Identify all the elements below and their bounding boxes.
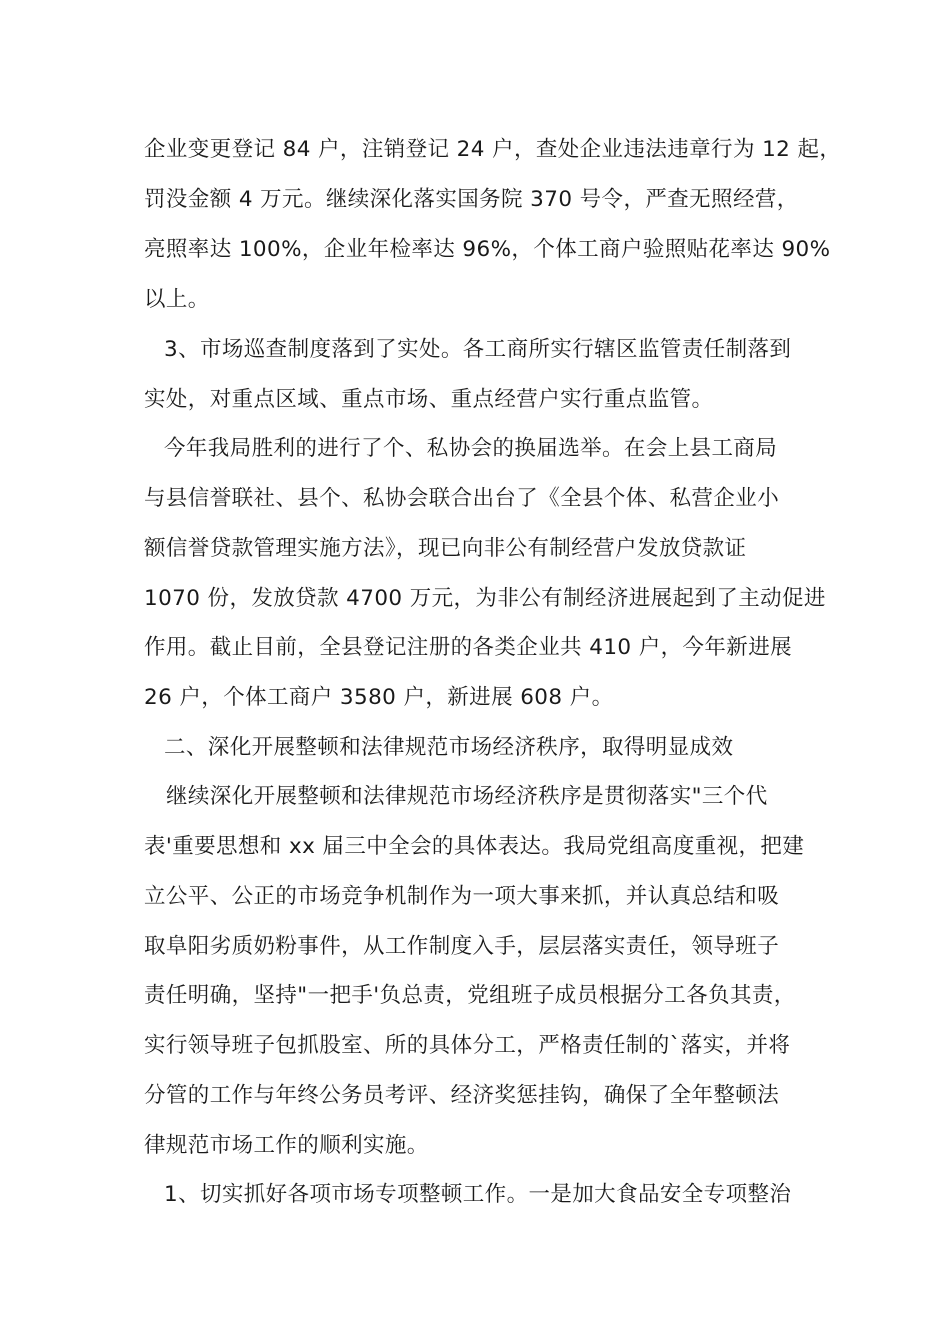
paragraph-line: 作用。截止目前，全县登记注册的各类企业共 410 户，今年新进展 xyxy=(144,635,793,660)
paragraph-line: 继续深化开展整顿和法律规范市场经济秩序是贯彻落实"三个代 xyxy=(166,784,768,809)
paragraph-line: 责任明确，坚持"一把手'负总责，党组班子成员根据分工各负其责， xyxy=(144,983,796,1008)
paragraph-line: 企业变更登记 84 户，注销登记 24 户，查处企业违法违章行为 12 起， xyxy=(144,137,842,162)
paragraph-line: 分管的工作与年终公务员考评、经济奖惩挂钩，确保了全年整顿法 xyxy=(144,1083,780,1108)
paragraph-line: 26 户，个体工商户 3580 户，新进展 608 户。 xyxy=(144,685,614,710)
paragraph-line: 1070 份，发放贷款 4700 万元，为非公有制经济进展起到了主动促进 xyxy=(144,586,826,611)
paragraph-line: 立公平、公正的市场竞争机制作为一项大事来抓，并认真总结和吸 xyxy=(144,884,780,909)
paragraph-line: 亮照率达 100%，企业年检率达 96%，个体工商户验照贴花率达 90% xyxy=(144,237,831,262)
paragraph-line: 取阜阳劣质奶粉事件，从工作制度入手，层层落实责任，领导班子 xyxy=(144,934,780,959)
paragraph-line: 1、切实抓好各项市场专项整顿工作。一是加大食品安全专项整治 xyxy=(164,1182,792,1207)
paragraph-line: 额信誉贷款管理实施方法》，现已向非公有制经营户发放贷款证 xyxy=(144,536,747,561)
paragraph-line: 实处，对重点区域、重点市场、重点经营户实行重点监管。 xyxy=(144,387,714,412)
paragraph-line: 与县信誉联社、县个、私协会联合出台了《全县个体、私营企业小 xyxy=(144,486,780,511)
section-heading: 二、深化开展整顿和法律规范市场经济秩序，取得明显成效 xyxy=(164,735,734,760)
paragraph-line: 今年我局胜利的进行了个、私协会的换届选举。在会上县工商局 xyxy=(164,436,778,461)
paragraph-line: 律规范市场工作的顺利实施。 xyxy=(144,1133,429,1158)
paragraph-line: 罚没金额 4 万元。继续深化落实国务院 370 号令，严查无照经营， xyxy=(144,187,799,212)
paragraph-line: 以上。 xyxy=(144,287,210,312)
paragraph-line: 表'重要思想和 xx 届三中全会的具体表达。我局党组高度重视，把建 xyxy=(144,834,805,859)
paragraph-line: 3、市场巡查制度落到了实处。各工商所实行辖区监管责任制落到 xyxy=(164,337,792,362)
paragraph-line: 实行领导班子包抓股室、所的具体分工，严格责任制的`落实，并将 xyxy=(144,1033,791,1058)
